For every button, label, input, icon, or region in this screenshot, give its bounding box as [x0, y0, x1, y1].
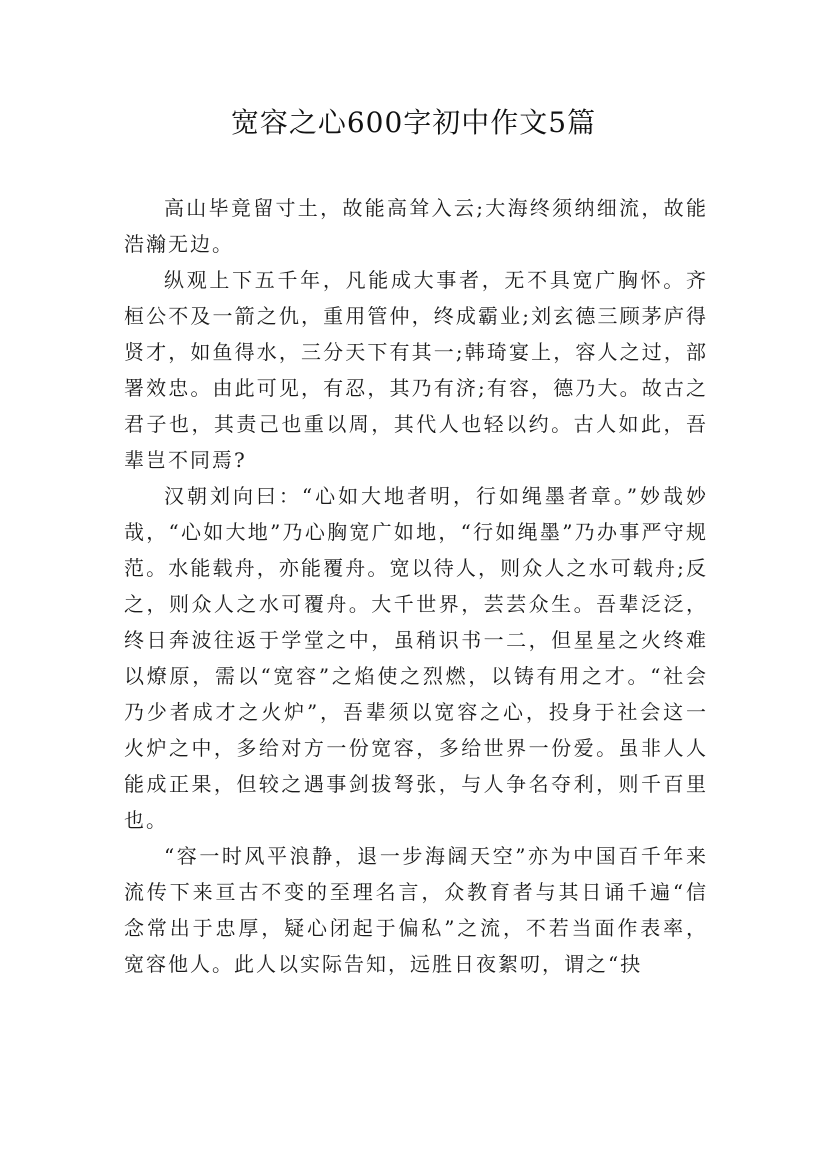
document-title: 宽容之心600字初中作文5篇: [230, 106, 597, 139]
document-body: [124, 190, 708, 982]
paragraph: “容一时风平浪静，退一步海阔天空”亦为中国百千年来流传下来亘古不变的至理名言，众教育者与其日诵千遍“信念常出于忠厚，疑心闭起于偏私”之流，不若当面作表率，宽容他人。此人以实际告知，远胜日夜絮叨，谓之“抉: [124, 844, 708, 976]
paragraph: 汉朝刘向曰：“心如大地者明，行如绳墨者章。”妙哉妙哉，“心如大地”乃心胸宽广如地，“行如绳墨”乃办事严守规范。水能载舟，亦能覆舟。宽以待人，则众人之水可载舟;反之，则众人之水可覆舟。大千世界，芸芸众生。吾辈泛泛，终日奔波往返于学堂之中，虽稍识书一二，但星星之火终难以燎原，需以“宽容”之焰使之烈燃，以铸有用之才。“社会乃少者成才之火炉”，吾辈须以宽容之心，投身于社会这一火炉之中，多给对方一份宽容，多给世界一份爱。虽非人人能成正果，但较之遇事剑拔弩张，与人争名夺利，则千百里也。: [124, 484, 708, 832]
paragraph: 纵观上下五千年，凡能成大事者，无不具宽广胸怀。齐桓公不及一箭之仇，重用管仲，终成霸业;刘玄德三顾茅庐得贤才，如鱼得水，三分天下有其一;韩琦宴上，容人之过，部署效忠。由此可见，有忍，其乃有济;有容，德乃大。故古之君子也，其责己也重以周，其代人也轻以约。古人如此，吾辈岂不同焉?: [124, 268, 708, 472]
paragraph: 高山毕竟留寸土，故能高耸入云;大海终须纳细流，故能浩瀚无边。: [124, 196, 708, 256]
